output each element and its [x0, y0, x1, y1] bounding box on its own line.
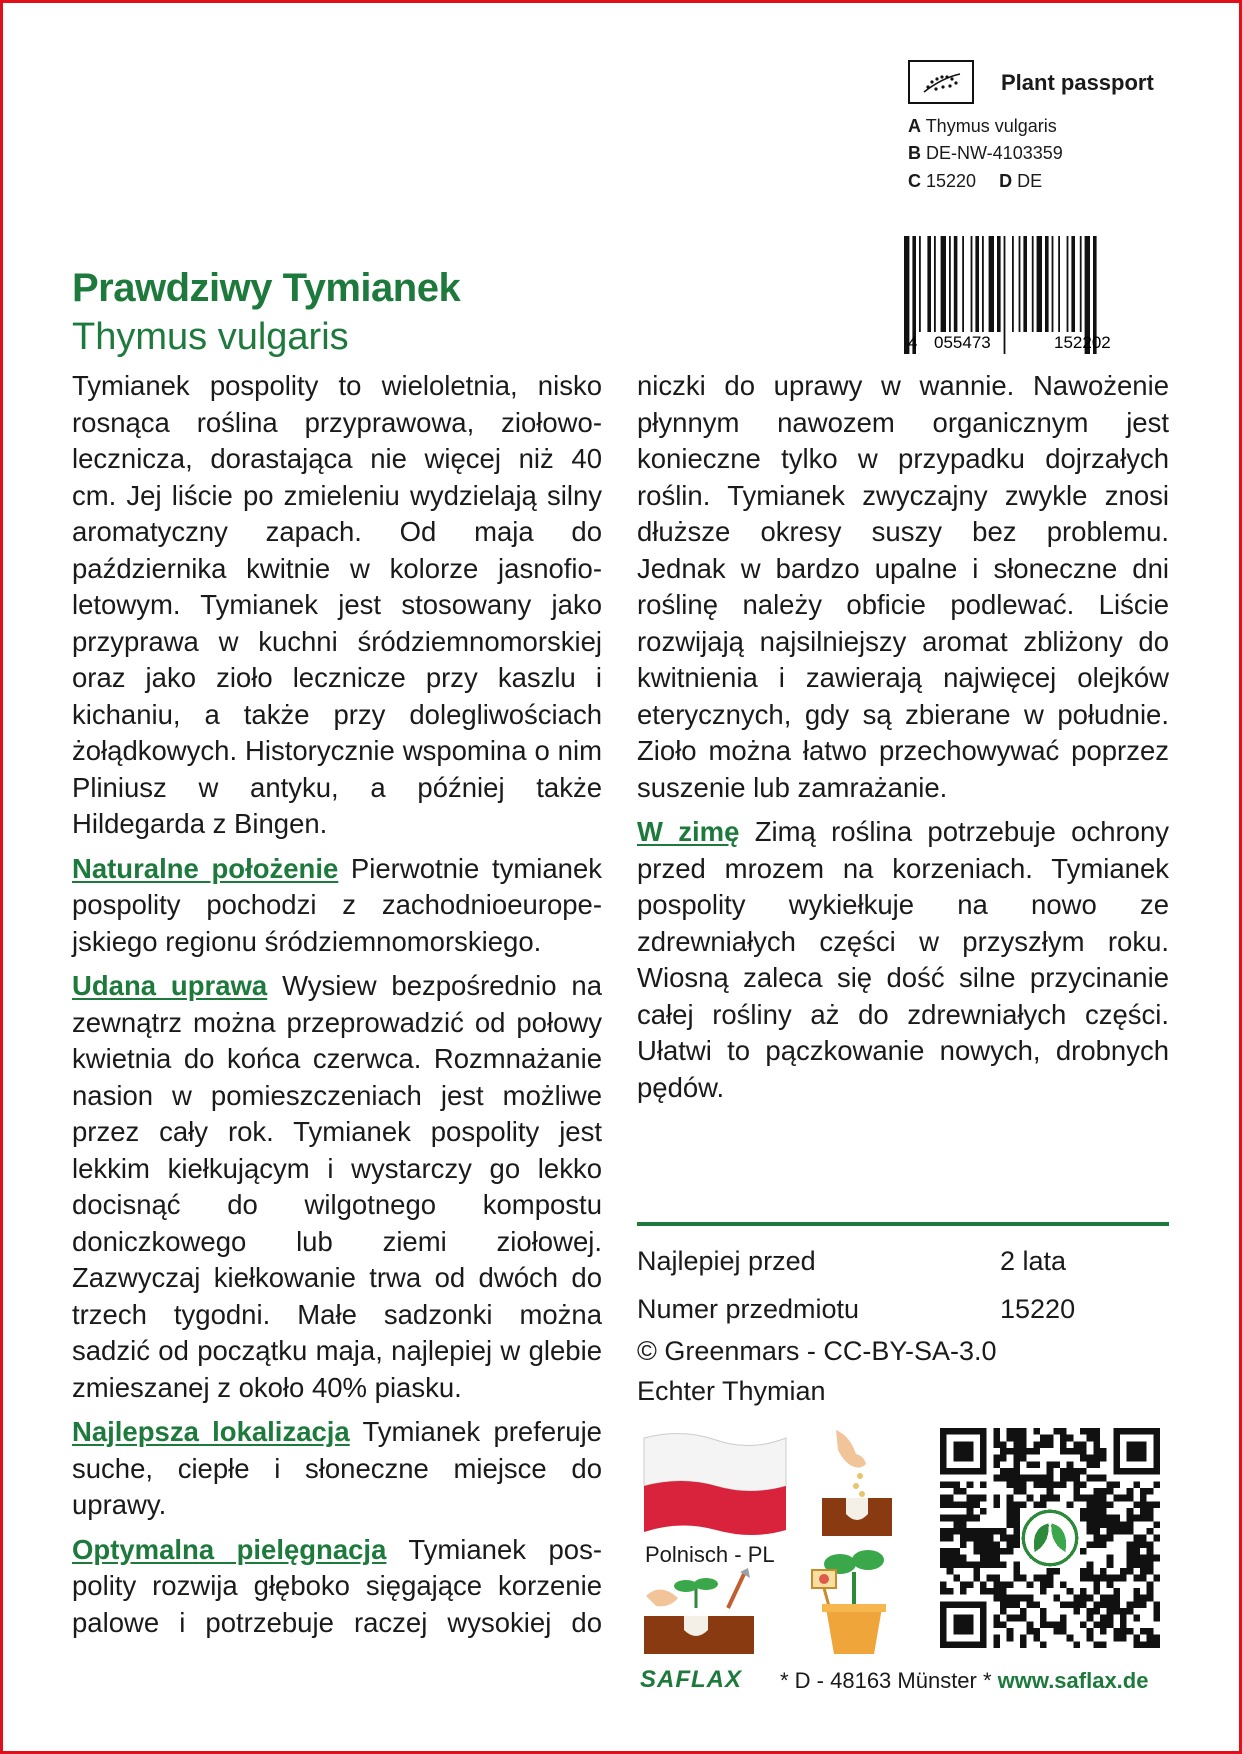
passport-line-cd: C 15220 D DE — [908, 171, 1043, 191]
divider — [637, 1222, 1169, 1226]
barcode-bar — [949, 236, 951, 332]
qr-code[interactable] — [940, 1428, 1160, 1653]
care-continuation: niczki do uprawy w wannie. Nawożenie płynnym nawozem organicznym jest konieczne tylko w przypadku dojrzałych roślin. Tymianek zwyczajny zwykle znosi dłuższe okresy suszy bez problemu. Jednak w bardzo upalne i słoneczne dni roślinę należy obficie podlewać. Liście rozwijają najsilniejszy aromat zbliżony do kwitnienia i zawierają najwięcej olejków eterycznych, gdy są zbierane w południe. Zioło można łatwo przechowywać poprzez suszenie lub zamrażanie. — [637, 370, 1169, 803]
barcode-bar — [962, 236, 964, 332]
section-heading: Optymalna pielęgnacja — [72, 1533, 387, 1565]
right-column — [637, 368, 1169, 1114]
barcode-bar — [997, 236, 1001, 332]
section-care: Optymalna pielęgnacja Tymianek pospolity rozwija głęboko sięgające korzenie palowe i potrzebuje raczej wysokiej do — [72, 1533, 602, 1638]
barcode-bar — [989, 236, 994, 332]
barcode-bar — [1067, 236, 1069, 332]
potted-plant-icon — [804, 1548, 900, 1661]
product-latin-name: Thymus vulgaris — [72, 316, 349, 358]
website-link[interactable]: www.saflax.de — [997, 1668, 1149, 1693]
german-name: Echter Thymian — [637, 1376, 826, 1406]
copyright-text: © Greenmars - CC-BY-SA-3.0 — [637, 1336, 997, 1366]
barcode-bar — [1080, 236, 1082, 332]
barcode-bar — [1071, 236, 1075, 332]
barcode — [904, 236, 1170, 354]
item-number-value: 15220 — [1000, 1294, 1076, 1324]
eu-organic-logo-icon — [908, 60, 974, 104]
barcode-bar — [919, 236, 921, 332]
section-heading: Udana uprawa — [72, 970, 268, 1001]
barcode-bar — [971, 236, 973, 332]
best-before-value: 2 lata — [1000, 1246, 1067, 1276]
item-number-label: Numer przedmiotu — [637, 1294, 860, 1324]
barcode-digits-2: 055473 — [934, 333, 991, 352]
product-title: Prawdziwy Tymianek — [72, 266, 461, 310]
section-winter: W zimę Zimą roślina potrzebuje ochrony przed mrozem na korzeniach. Tymianek pospolity wykiełkuje na nowo ze zdrewniałych części w przyszłym roku. Wiosną zaleca się dość silne przycinanie całej rośliny aż do zdrewniałych części. Ułatwi to pączkowanie nowych, drobnych pędów. — [637, 816, 1169, 1103]
poland-flag-icon — [642, 1432, 788, 1543]
section-cultivation: Udana uprawa Wysiew bezpośrednio na zewnątrz można przeprowadzić od połowy kwietnia do końca czerwca. Rozmnażanie nasion w pomieszczeniach jest możliwe przez cały rok. Tymianek pospolity jest lekkim kiełkującym i wystarczy go lekko docisnąć do wilgotnego kompostu doniczkowego lub ziemi ziołowej. Zazwyczaj kiełkowanie trwa od dwóch do trzech tygodni. Małe sadzonki można sadzić od początku maja, najlepiej w glebie zmieszanej z około 40% piasku. — [72, 970, 603, 1403]
barcode-bar — [954, 236, 958, 332]
best-before-label: Najlepiej przed — [637, 1246, 816, 1276]
saflax-leaf-icon — [1020, 1508, 1080, 1568]
plant-passport-title: Plant passport — [1001, 70, 1154, 95]
barcode-digit-1: 4 — [908, 333, 918, 352]
section-heading: W zimę — [637, 816, 740, 847]
barcode-bar — [1032, 236, 1034, 332]
footer-address: * D - 48163 Münster * www.saflax.de — [780, 1668, 1149, 1693]
section-heading: Najlepsza lokalizacja — [72, 1416, 350, 1447]
language-label: Polnisch - PL — [645, 1542, 775, 1567]
passport-line-b: B DE-NW-4103359 — [908, 143, 1063, 163]
barcode-bar — [941, 236, 946, 332]
brand-logo: SAFLAX — [640, 1666, 742, 1693]
left-column — [72, 368, 602, 1649]
passport-line-a: A Thymus vulgaris — [908, 116, 1057, 136]
section-heading: Naturalne położenie — [72, 852, 339, 884]
barcode-bar — [1052, 236, 1054, 332]
barcode-bar — [982, 236, 984, 332]
barcode-digits-3: 152202 — [1054, 333, 1111, 352]
barcode-bar — [1023, 236, 1027, 332]
barcode-bar — [1058, 236, 1060, 332]
barcode-bar — [975, 236, 979, 332]
sowing-icon — [822, 1426, 892, 1541]
barcode-bar — [1037, 236, 1042, 332]
barcode-bar — [1019, 236, 1021, 332]
barcode-bar — [934, 236, 936, 332]
intro-paragraph: Tymianek pospolity to wieloletnia, nisko rosnąca roślina przyprawowa, ziołowolecznicza, dorastająca nie więcej niż 40 cm. Jej liście po zmieleniu wydzielają silny aromatyczny zapach. Od maja do października kwitnie w kolorze jasnofioletowym. Tymianek jest stosowany jako przyprawa w kuchni śródziemnomorskiej oraz jako zioło lecznicze przy kaszlu i kichaniu, a także przy dolegliwościach żołądkowych. Historycznie wspomina o nim Pliniusz w antyku, a później także Hildegarda z Bingen. — [72, 370, 602, 839]
section-native: Naturalne położenie Pierwotnie tymianek pospolity pochodzi z zachodnioeuropejskiego regionu śródziemnomorskiego. — [72, 852, 603, 957]
planting-icon — [644, 1568, 754, 1659]
barcode-bar — [1012, 236, 1014, 332]
barcode-bar — [1004, 236, 1006, 354]
barcode-bar — [1045, 236, 1049, 332]
barcode-bar — [927, 236, 931, 332]
section-location: Najlepsza lokalizacja Tymianek preferuje suche, ciepłe i słoneczne miejsce do uprawy. — [72, 1416, 602, 1520]
